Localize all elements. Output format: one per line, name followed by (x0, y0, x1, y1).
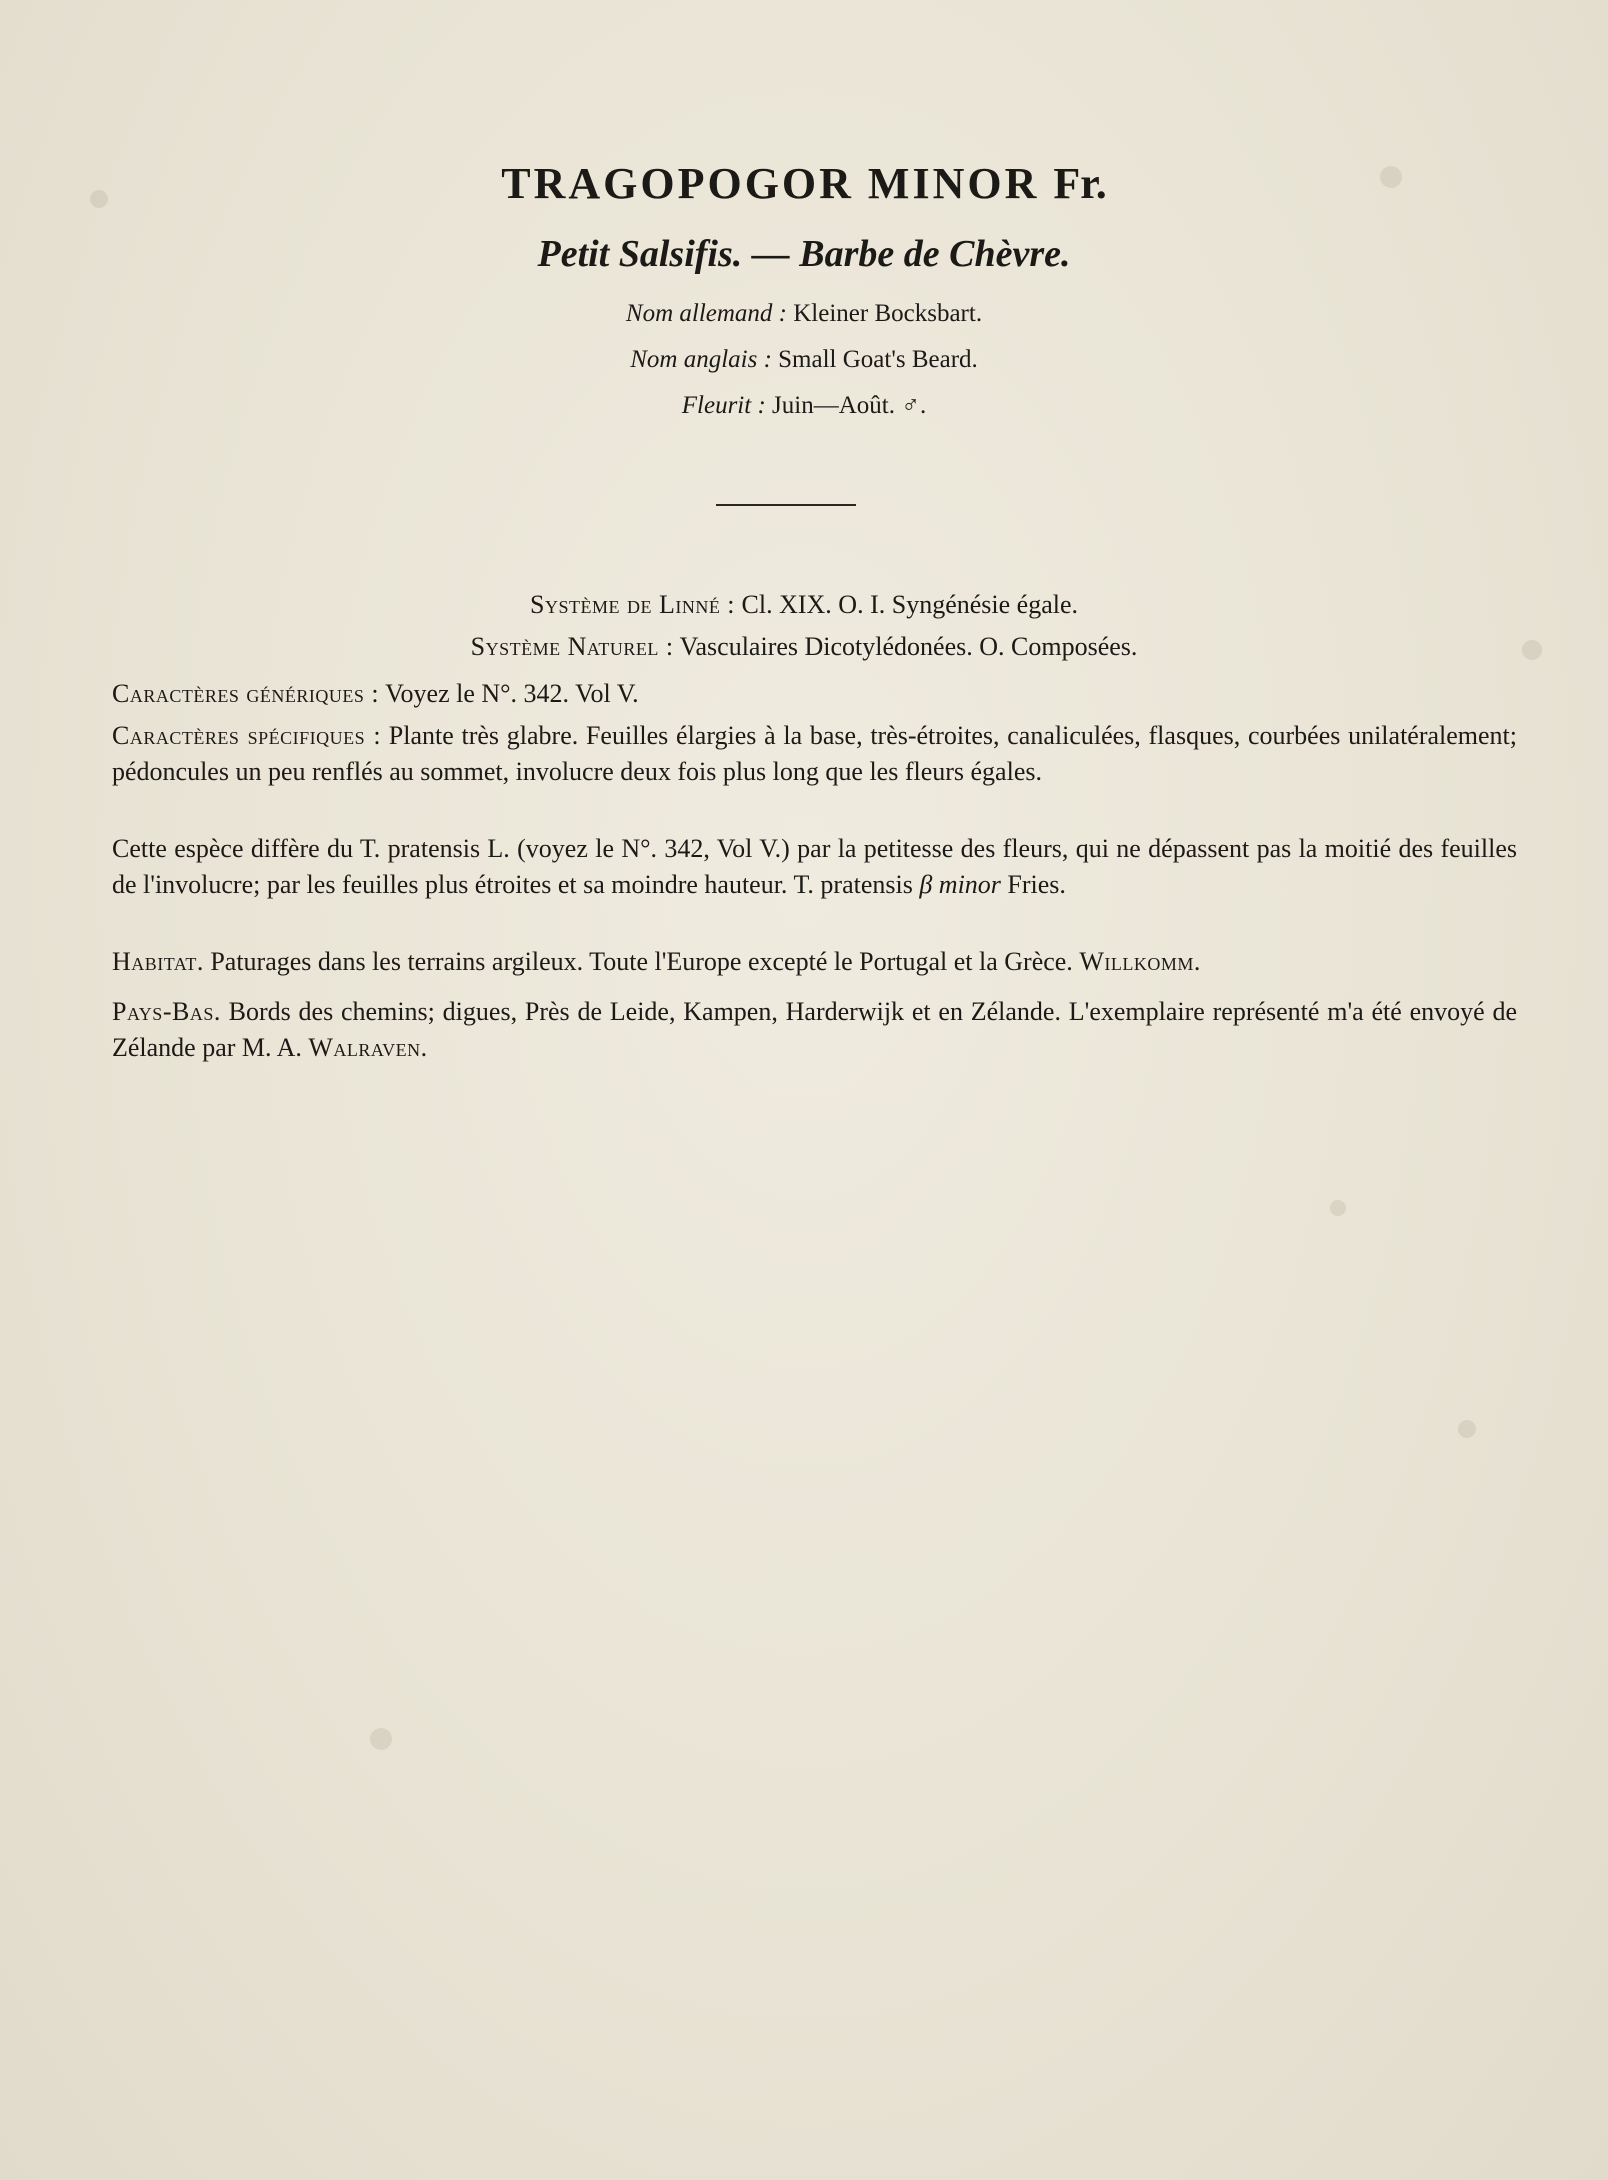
common-name: Petit Salsifis. — Barbe de Chèvre. (537, 233, 1071, 275)
divider-rule (716, 504, 856, 506)
difference-paragraph: Cette espèce diffère du T. pratensis L. (voyez le N°. 342, Vol V.) par la petitesse des fleurs, qui ne dépassent pas la moitié des feuilles de l'involucre; par les feuilles plus étroites et sa moindre hauteur. T. pratensis β minor Fries. (112, 834, 1517, 899)
specific-characters: Caractères spécifiques : Plante très glabre. Feuilles élargies à la base, très-étroites, canaliculées, flasques, courbées unilatéralement; pédoncules un peu renflés au sommet, involucre deux fois plus long que les fleurs égales. (112, 721, 1518, 786)
flowering-period: Fleurit : Juin—Août. ♂. (681, 392, 927, 419)
english-name: Nom anglais : Small Goat's Beard. (630, 346, 978, 373)
habitat-paragraph: Habitat. Paturages dans les terrains argileux. Toute l'Europe excepté le Portugal et la Grèce. Willkomm. (112, 947, 1201, 976)
paper-spot (1330, 1200, 1346, 1216)
author-abbrev: Fr. (1053, 159, 1107, 208)
species-title (0, 158, 1608, 209)
paper-spot (1458, 1420, 1476, 1438)
natural-system: Système Naturel : Vasculaires Dicotylédonées. O. Composées. (470, 632, 1138, 661)
german-name: Nom allemand : Kleiner Bocksbart. (625, 300, 983, 327)
linne-system: Système de Linné : Cl. XIX. O. I. Syngénésie égale. (529, 590, 1079, 619)
generic-characters: Caractères génériques : Voyez le N°. 342. Vol V. (112, 679, 639, 708)
paper-spot (370, 1728, 392, 1750)
netherlands-paragraph: Pays-Bas. Bords des chemins; digues, Près de Leide, Kampen, Harderwijk et en Zélande. L'exemplaire représenté m'a été envoyé de Zélande par M. A. Walraven. (112, 997, 1518, 1062)
species-name: TRAGOPOGOR MINOR (501, 159, 1040, 208)
